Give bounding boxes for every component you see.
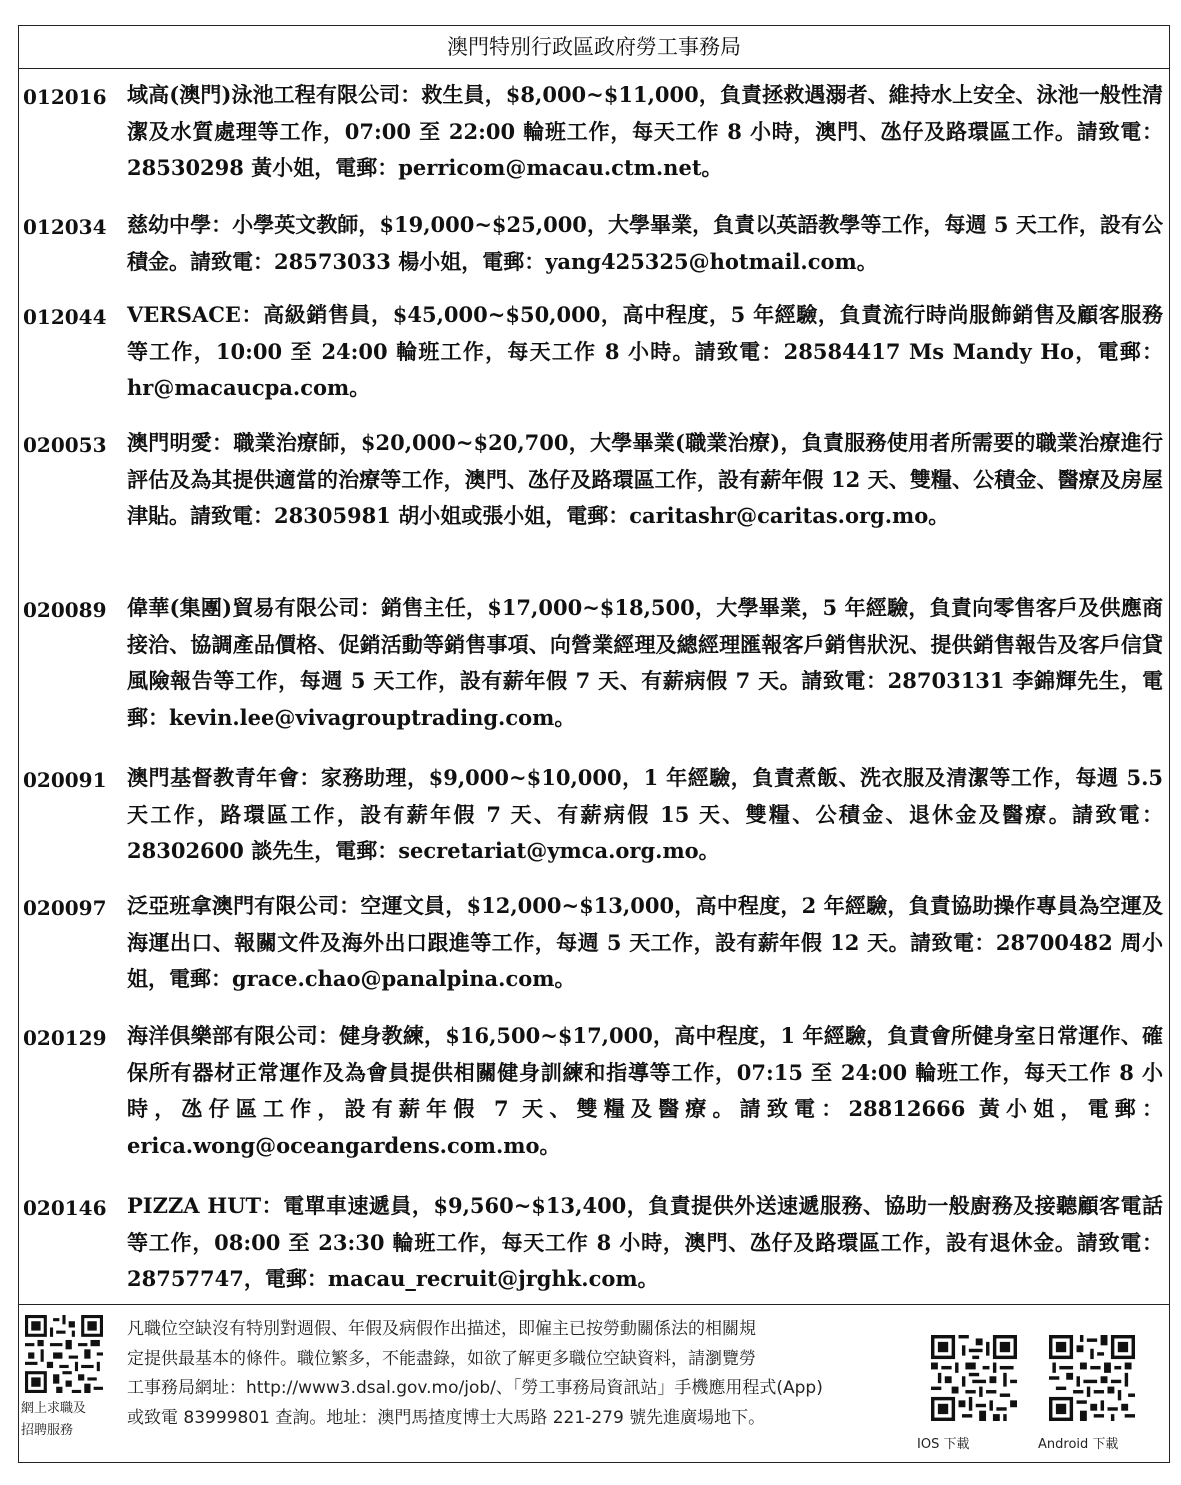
job-listing	[19, 69, 1169, 207]
job-code: 020146	[23, 1196, 107, 1220]
job-description: 慈幼中學：小學英文教師，$19,000~$25,000，大學畢業，負責以英語教學等工作，每週 5 天工作，設有公積金。請致電：28573033 楊小姐，電郵：yang425325@hotmail.com。	[127, 212, 1163, 274]
page-title: 澳門特別行政區政府勞工事務局	[19, 26, 1169, 69]
qr-code-ios[interactable]	[931, 1335, 1017, 1421]
job-listing	[19, 207, 1169, 297]
qr-ios-label: IOS 下載	[917, 1437, 970, 1452]
qr-label: 網上求職及	[21, 1401, 87, 1416]
job-list	[19, 69, 1169, 1312]
job-code: 020097	[23, 896, 107, 920]
footer	[19, 1304, 1169, 1463]
job-description: 域高(澳門)泳池工程有限公司：救生員，$8,000~$11,000，負責拯救遇溺者、維持水上安全、泳池一般性清潔及水質處理等工作，07:00 至 22:00 輪班工作，每天工作 8 小時，澳門、氹仔及路環區工作。請致電：28530298 黃小姐，電郵：perricom@macau.ctm.net。	[127, 82, 1163, 180]
job-code: 012034	[23, 215, 107, 239]
job-description: 澳門明愛：職業治療師，$20,000~$20,700，大學畢業(職業治療)，負責服務使用者所需要的職業治療進行評估及為其提供適當的治療等工作，澳門、氹仔及路環區工作，設有薪年假 12 天、雙糧、公積金、醫療及房屋津貼。請致電：28305981 胡小姐或張小姐，電郵：caritashr@caritas.org.mo。	[127, 430, 1163, 528]
job-code: 012044	[23, 305, 107, 329]
qr-android-label: Android 下載	[1038, 1437, 1119, 1452]
notice-line: 或致電 83999801 查詢。地址：澳門馬揸度博士大馬路 221-279 號先進廣場地下。	[127, 1407, 766, 1428]
job-listing	[19, 297, 1169, 425]
job-listing	[19, 760, 1169, 888]
qr-code-android[interactable]	[1049, 1335, 1135, 1421]
notice-line: 凡職位空缺沒有特別對週假、年假及病假作出描述，即僱主已按勞動關係法的相關規	[127, 1319, 756, 1339]
notice-board	[18, 25, 1170, 1463]
qr-code-icon	[931, 1335, 1017, 1421]
job-code: 020053	[23, 433, 107, 457]
qr-code-job-service[interactable]	[25, 1315, 103, 1393]
job-listing	[19, 888, 1169, 1018]
job-code: 020089	[23, 598, 107, 622]
job-listing	[19, 1188, 1169, 1312]
job-listing	[19, 425, 1169, 590]
job-description: 海洋俱樂部有限公司：健身教練，$16,500~$17,000，高中程度，1 年經驗，負責會所健身室日常運作、確保所有器材正常運作及為會員提供相關健身訓練和指導等工作，07:15 至 24:00 輪班工作，每天工作 8 小時，氹仔區工作，設有薪年假 7 天、雙糧及醫療。請致電：28812666 黃小姐，電郵：erica.wong@oceangardens.com.mo。	[127, 1023, 1163, 1158]
job-description: 偉華(集團)貿易有限公司：銷售主任，$17,000~$18,500，大學畢業，5 年經驗，負責向零售客戶及供應商接洽、協調產品價格、促銷活動等銷售事項、向營業經理及總經理匯報客戶銷售狀況、提供銷售報告及客戶信貸風險報告等工作，每週 5 天工作，設有薪年假 7 天、有薪病假 7 天。請致電：28703131 李錦輝先生，電郵：kevin.lee@vivagrouptrading.com。	[127, 595, 1163, 730]
job-description: 泛亞班拿澳門有限公司：空運文員，$12,000~$13,000，高中程度，2 年經驗，負責協助操作專員為空運及海運出口、報關文件及海外出口跟進等工作，每週 5 天工作，設有薪年假 12 天。請致電：28700482 周小姐，電郵：grace.chao@panalpina.com。	[127, 893, 1163, 991]
job-code: 020129	[23, 1026, 107, 1050]
notice-line: 定提供最基本的條件。職位繁多，不能盡錄，如欲了解更多職位空缺資料，請瀏覽勞	[127, 1348, 756, 1369]
job-listing	[19, 590, 1169, 760]
job-description: VERSACE：高級銷售員，$45,000~$50,000，高中程度，5 年經驗，負責流行時尚服飾銷售及顧客服務等工作，10:00 至 24:00 輪班工作，每天工作 8 小時。請致電：28584417 Ms Mandy Ho，電郵：hr@macaucpa.com。	[127, 302, 1163, 400]
job-description: 澳門基督教青年會：家務助理，$9,000~$10,000，1 年經驗，負責煮飯、洗衣服及清潔等工作，每週 5.5 天工作，路環區工作，設有薪年假 7 天、有薪病假 15 天、雙糧、公積金、退休金及醫療。請致電：28302600 談先生，電郵：secretariat@ymca.org.mo。	[127, 765, 1163, 863]
footer-notice	[127, 1315, 917, 1433]
qr-label: 招聘服務	[21, 1423, 74, 1438]
job-description: PIZZA HUT：電單車速遞員，$9,560~$13,400，負責提供外送速遞服務、協助一般廚務及接聽顧客電話等工作，08:00 至 23:30 輪班工作，每天工作 8 小時，澳門、氹仔及路環區工作，設有退休金。請致電：28757747，電郵：macau_recruit@jrghk.com。	[127, 1193, 1163, 1291]
notice-line: 工事務局網址：http://www3.dsal.gov.mo/job/、「勞工事務局資訊站」手機應用程式(App)	[127, 1378, 823, 1398]
qr-code-icon	[1049, 1335, 1135, 1421]
qr-code-icon	[25, 1315, 103, 1393]
job-code: 020091	[23, 768, 107, 792]
job-code: 012016	[23, 85, 107, 109]
job-listing	[19, 1018, 1169, 1188]
